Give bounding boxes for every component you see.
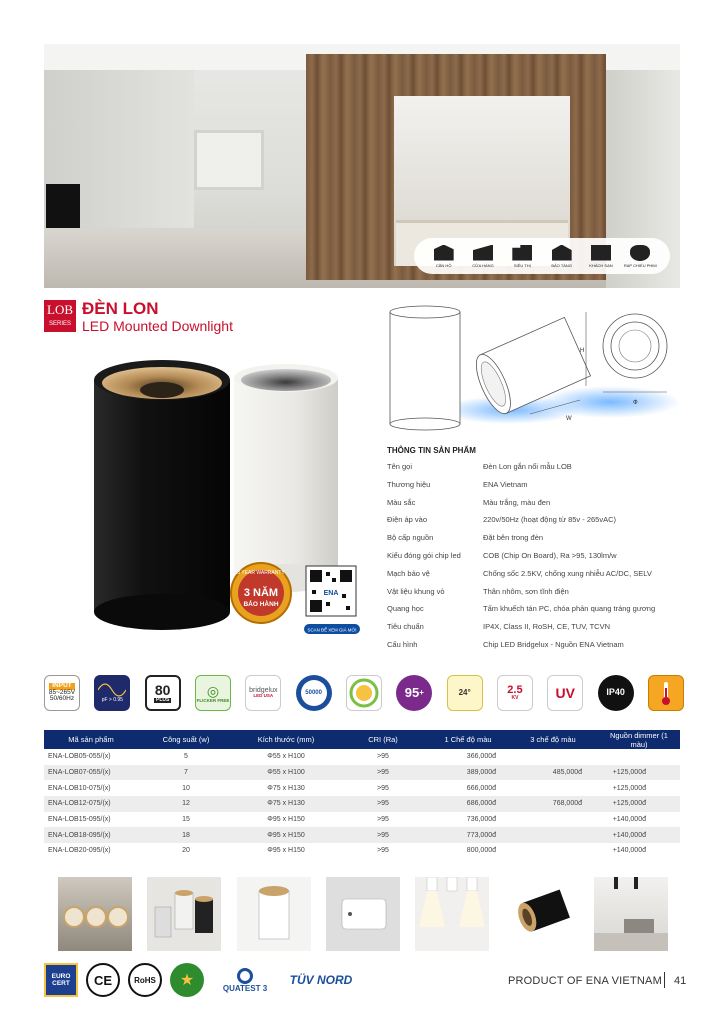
theater-masks-icon [630, 245, 650, 261]
color-temperature-icon [349, 678, 379, 708]
sine-wave-icon [98, 682, 126, 698]
uv-text: UV [555, 684, 575, 701]
table-row [44, 780, 680, 796]
input-frequency: 50/60Hz [49, 695, 75, 703]
application-gallery [58, 877, 668, 951]
spec-row [387, 515, 687, 533]
cell-power: 18 [138, 827, 234, 843]
specs-title: THÔNG TIN SẢN PHẨM [387, 446, 476, 455]
cell-price-three [508, 843, 598, 859]
spec-row [387, 587, 687, 605]
gallery-image-4 [326, 877, 400, 951]
no-uv-icon [547, 675, 583, 711]
flicker-glyph-icon: ◎ [206, 682, 220, 699]
spec-key: Thương hiệu [387, 479, 431, 489]
tuv-nord-logo [286, 963, 356, 997]
thermometer-icon [658, 680, 674, 706]
header-cri: CRI (Ra) [338, 730, 428, 749]
spec-row [387, 640, 687, 658]
header-three-color: 3 chế độ màu [508, 730, 598, 749]
cell-dimensions: Φ75 x H130 [267, 784, 305, 792]
dimension-diagram [380, 300, 680, 436]
spec-key: Điện áp vào [387, 515, 428, 525]
category-store: CỬA HÀNG [465, 245, 501, 268]
euro-cert-logo [44, 963, 78, 997]
hotel-icon [591, 245, 611, 261]
hero-shelf [194, 130, 264, 190]
cell-price-one: 666,000đ [466, 784, 496, 792]
category-apartment: CĂN HỘ [426, 245, 462, 268]
cell-price-one: 736,000đ [466, 816, 496, 824]
category-supermarket: SIÊU THỊ [504, 245, 540, 268]
header-dimensions: Kích thước (mm) [234, 730, 338, 749]
qr-caption: SCAN ĐỂ XEM GIÁ MỚI [307, 627, 357, 633]
cell-code: ENA-LOB15-095/(x) [48, 816, 111, 824]
surge-kv-unit: KV [511, 695, 519, 702]
spec-key: Kiểu đóng gói chip led [387, 550, 461, 560]
cell-price-three [508, 827, 598, 843]
spec-key: Màu sắc [387, 497, 416, 507]
category-cinema: RẠP CHIẾU PHIM [622, 245, 658, 268]
header-power: Công suất (w) [138, 730, 234, 749]
spec-key: Vật liệu khung vỏ [387, 586, 445, 596]
black-downlight [94, 360, 230, 630]
gallery-image-2 [147, 877, 221, 951]
input-label: INPUT [49, 683, 75, 690]
cell-price-three [508, 749, 598, 765]
category-hotel: KHÁCH SẠN [583, 245, 619, 268]
product-photo [84, 350, 374, 660]
header-dimmer: Nguồn dimmer (1 màu) [598, 730, 680, 749]
lifetime-icon [296, 675, 332, 711]
cell-dimmer: +140,000đ [612, 847, 646, 855]
spec-value: 220v/50Hz (hoạt động từ 85v - 265vAC) [483, 515, 617, 525]
store-icon [473, 245, 493, 261]
cell-code: ENA-LOB07-055/(x) [44, 765, 138, 781]
power-factor-text: pF > 0.95 [101, 697, 123, 704]
spec-row [387, 498, 687, 516]
qr-code[interactable] [304, 566, 360, 634]
cell-cri: >95 [338, 765, 428, 781]
spec-value: Màu trắng, màu đen [483, 497, 551, 507]
table-header-row [44, 730, 680, 749]
ce-logo [86, 963, 120, 997]
cell-price-one: 366,000đ [466, 753, 496, 761]
series-word: SERIES [48, 321, 71, 327]
cell-dimmer: +140,000đ [612, 816, 646, 824]
gallery-image-1 [58, 877, 132, 951]
table-row [44, 812, 680, 828]
bottom-view-sketch [603, 314, 667, 378]
flicker-free-icon [195, 675, 231, 711]
cri-95-icon [396, 675, 432, 711]
cell-code: ENA-LOB20-095/(x) [48, 847, 111, 855]
cell-cri: >95 [377, 847, 389, 855]
upright-can-sketch [390, 306, 460, 430]
input-range: 85~265V [48, 688, 76, 696]
gallery-image-5 [415, 877, 489, 951]
application-icon-bar [414, 238, 670, 274]
star-icon: ★ [179, 972, 195, 989]
cell-dimensions: Φ95 x H150 [267, 816, 305, 824]
spec-value: Chip LED Bridgelux - Nguồn ENA Vietnam [483, 639, 624, 649]
warranty-top-text: 3 YEAR WARRANTY [237, 570, 285, 576]
cell-dimensions: Φ55 x H100 [234, 765, 338, 781]
cell-power: 12 [138, 796, 234, 812]
surge-protection-icon [497, 675, 533, 711]
supermarket-icon [512, 245, 532, 261]
cell-dimmer: +125,000đ [598, 796, 680, 812]
gallery-image-6 [505, 877, 579, 951]
category-museum: BẢO TÀNG [544, 245, 580, 268]
footer-divider [664, 972, 665, 988]
surge-kv-number: 2.5 [507, 683, 523, 696]
warranty-main-text: 3 NĂM [243, 587, 279, 599]
beam-angle-text: 24° [458, 687, 471, 697]
museum-icon [552, 245, 572, 261]
product-of-text: PRODUCT OF ENA VIETNAM [508, 975, 662, 987]
feature-icons [44, 672, 684, 714]
cell-cri: >95 [377, 816, 389, 824]
spec-key: Cấu hình [387, 639, 418, 649]
cell-dimensions: Φ95 x H150 [234, 827, 338, 843]
cell-price-three [508, 780, 598, 796]
cell-price-three: 768,000đ [508, 796, 598, 812]
bridgelux-icon [245, 675, 281, 711]
spec-row [387, 462, 687, 480]
price-table [44, 730, 680, 859]
rohs-logo [128, 963, 162, 997]
diameter-label: Φ [633, 399, 638, 406]
spec-value: Thân nhôm, sơn tĩnh điện [483, 586, 569, 596]
cell-power: 15 [182, 816, 190, 824]
cell-dimmer: +125,000đ [612, 784, 646, 792]
table-row [44, 796, 680, 812]
header-one-color: 1 Chế độ màu [428, 730, 508, 749]
80-plus-word: PLUS [155, 696, 170, 703]
cri-number: 95 [404, 685, 420, 701]
euro-text: EURO [51, 973, 71, 980]
spec-row [387, 480, 687, 498]
hero-image [44, 44, 680, 288]
ce-text: CE [93, 972, 113, 988]
spec-row [387, 569, 687, 587]
cell-cri: >95 [338, 796, 428, 812]
tuv-text: TÜV NORD [289, 973, 353, 987]
spec-key: Bộ cấp nguồn [387, 533, 434, 543]
series-badge [44, 300, 76, 332]
spec-key: Quang học [387, 604, 424, 614]
cell-cri: >95 [377, 753, 389, 761]
cell-power: 10 [182, 784, 190, 792]
ip-text: IP40 [606, 687, 625, 698]
cell-code: ENA-LOB05-055/(x) [48, 753, 111, 761]
quatest-text: QUATEST 3 [222, 983, 268, 993]
spec-value: Đặt bên trong đèn [483, 533, 544, 543]
spec-row [387, 533, 687, 551]
cell-power: 7 [138, 765, 234, 781]
cert-text: CERT [52, 980, 70, 987]
input-voltage-icon [44, 675, 80, 711]
temperature-icon [648, 675, 684, 711]
cell-price-one: 686,000đ [428, 796, 508, 812]
qr-brand: ENA [323, 590, 339, 597]
ip40-icon [598, 675, 634, 711]
table-row [44, 843, 680, 859]
header-product-code: Mã sản phẩm [44, 730, 138, 749]
height-label: H [580, 348, 585, 354]
spec-row [387, 551, 687, 569]
cell-code: ENA-LOB10-075/(x) [48, 784, 111, 792]
spec-key: Mạch bảo vệ [387, 568, 430, 578]
cell-dimmer: +140,000đ [598, 827, 680, 843]
cell-cri: >95 [338, 827, 428, 843]
plus-icon: + [419, 687, 424, 697]
bridgelux-sub: LED USA [253, 693, 274, 699]
spec-value: IP4X, Class II, RoSH, CE, TUV, TCVN [483, 622, 610, 632]
cell-dimensions: Φ95 x H150 [267, 847, 305, 855]
cell-power: 5 [184, 753, 188, 761]
white-downlight [234, 364, 338, 592]
spec-key: Tên gọi [387, 462, 413, 471]
spec-value: Chống sốc 2.5KV, chống xung nhiễu AC/DC, SELV [483, 568, 652, 578]
title-vietnamese: ĐÈN LON [82, 299, 159, 318]
beam-angle-icon [447, 675, 483, 711]
spec-row [387, 622, 687, 640]
cell-price-one: 389,000đ [428, 765, 508, 781]
80-plus-icon [145, 675, 181, 711]
cell-dimmer: +125,000đ [598, 765, 680, 781]
cell-price-one: 800,000đ [466, 847, 496, 855]
cell-dimensions: Φ75 x H130 [234, 796, 338, 812]
cell-dimensions: Φ55 x H100 [267, 753, 305, 761]
power-factor-icon [94, 675, 130, 711]
spec-value: Tấm khuếch tán PC, chóa phản quang tráng gương [483, 604, 656, 614]
product-specs [387, 446, 687, 658]
cell-code: ENA-LOB18-095/(x) [44, 827, 138, 843]
spec-key: Tiêu chuẩn [387, 622, 424, 632]
lifetime-text: 50000 [301, 680, 327, 706]
series-code: LOB [47, 302, 73, 317]
spec-value: Đèn Lon gắn nổi mẫu LOB [483, 462, 572, 471]
table-row [44, 827, 680, 843]
80-plus-number: 80 [154, 682, 171, 699]
rohs-text: RoHS [134, 975, 156, 985]
width-label: W [566, 416, 572, 422]
table-row [44, 765, 680, 781]
warranty-seal [231, 563, 291, 623]
gallery-image-3 [237, 877, 311, 951]
cell-price-three [508, 812, 598, 828]
cell-dimmer [598, 749, 680, 765]
cell-price-three: 485,000đ [508, 765, 598, 781]
spec-value: COB (Chip On Board), Ra >95, 130lm/w [483, 550, 617, 560]
cell-code: ENA-LOB12-075/(x) [44, 796, 138, 812]
cell-power: 20 [182, 847, 190, 855]
quatest-circle-icon [237, 968, 253, 984]
table-row [44, 749, 680, 765]
vn-quality-logo [170, 963, 204, 997]
cell-cri: >95 [377, 784, 389, 792]
color-modes-icon [346, 675, 382, 711]
spec-row [387, 604, 687, 622]
warranty-sub-text: BẢO HÀNH [243, 601, 279, 608]
cell-price-one: 773,000đ [428, 827, 508, 843]
bridgelux-text: bridgelux [249, 686, 278, 694]
spec-value: ENA Vietnam [483, 479, 528, 489]
title-english: LED Mounted Downlight [82, 318, 233, 334]
quatest-logo [212, 963, 278, 997]
certification-logos [44, 962, 364, 998]
page-number: 41 [674, 975, 687, 987]
apartment-icon [434, 245, 454, 261]
flicker-free-text: FLICKER FREE [196, 697, 230, 703]
gallery-image-7 [594, 877, 668, 951]
